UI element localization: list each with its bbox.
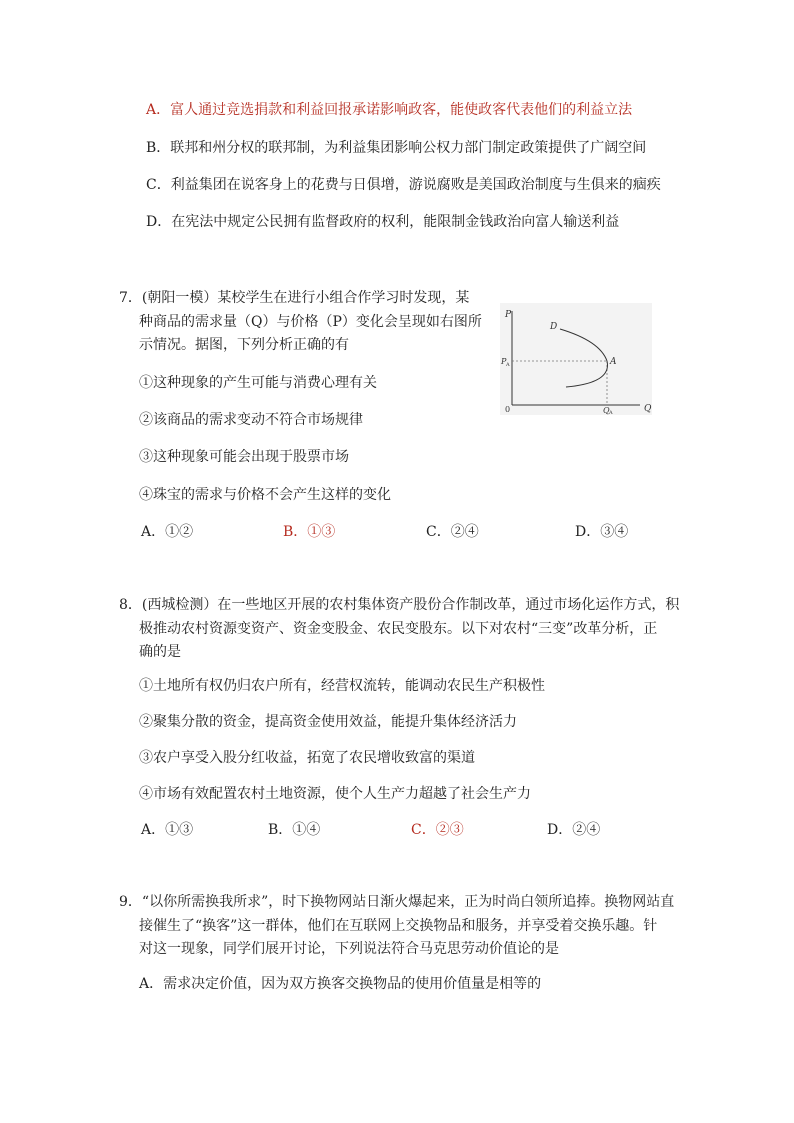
q7-statement-1: ①这种现象的产生可能与消费心理有关	[139, 375, 377, 391]
graph-background	[500, 303, 652, 415]
q7-statement-4: ④珠宝的需求与价格不会产生这样的变化	[139, 487, 391, 503]
q6-option-b: B．联邦和州分权的联邦制，为利益集团影响公权力部门制定政策提供了广阔空间	[146, 140, 647, 156]
q7-stem-line-2: 种商品的需求量（Q）与价格（P）变化会呈现如右图所	[139, 314, 482, 330]
quantity-tick-label: Q	[603, 406, 610, 415]
q6-option-c: C．利益集团在说客身上的花费与日俱增，游说腐败是美国政治制度与生俱来的痼疾	[146, 177, 661, 193]
quantity-tick-subscript: A	[609, 410, 613, 415]
q7-statement-2: ②该商品的需求变动不符合市场规律	[139, 412, 363, 428]
q7-statement-3: ③这种现象可能会出现于股票市场	[139, 449, 349, 465]
origin-label: 0	[505, 405, 511, 414]
q6-option-d: D．在宪法中规定公民拥有监督政府的权利，能限制金钱政治向富人输送利益	[146, 214, 620, 230]
q9-stem-line-3: 对这一现象，同学们展开讨论，下列说法符合马克思劳动价值论的是	[139, 941, 559, 957]
x-axis-label: Q	[644, 404, 652, 414]
q7-choice-a: A．①②	[141, 524, 194, 540]
q9-option-a: A．需求决定价值，因为双方换客交换物品的使用价值量是相等的	[139, 976, 542, 992]
q8-statement-2: ②聚集分散的资金，提高资金使用效益，能提升集体经济活力	[139, 714, 517, 730]
q8-statement-1: ①土地所有权仍归农户所有，经营权流转，能调动农民生产积极性	[139, 678, 545, 694]
q7-stem-line-1: 7．(朝阳一模）某校学生在进行小组合作学习时发现，某	[119, 290, 470, 306]
q7-choice-d: D．③④	[575, 524, 629, 540]
q7-choice-b: B．①③	[283, 524, 336, 540]
q9-stem-line-1: 9．“以你所需换我所求”，时下换物网站日渐火爆起来，正为时尚白领所追捧。换物网站直	[119, 894, 675, 910]
q7-stem-line-3: 示情况。据图，下列分析正确的有	[139, 337, 349, 353]
q8-stem-line-2: 极推动农村资源变资产、资金变股金、农民变股东。以下对农村“三变”改革分析，正	[139, 621, 658, 637]
q8-choice-c: C．②③	[411, 822, 464, 838]
q8-stem-line-3: 确的是	[139, 644, 181, 660]
q8-choice-d: D．②④	[547, 822, 601, 838]
q8-choice-a: A．①③	[141, 822, 194, 838]
q8-statement-4: ④市场有效配置农村土地资源，使个人生产力超越了社会生产力	[139, 786, 531, 802]
q8-statement-3: ③农户享受入股分红收益，拓宽了农民增收致富的渠道	[139, 750, 475, 766]
demand-price-graph	[500, 303, 652, 415]
q8-stem-line-1: 8．(西城检测）在一些地区开展的农村集体资产股份合作制改革，通过市场化运作方式，积	[119, 597, 680, 613]
q6-option-a: A．富人通过竞选捐款和利益回报承诺影响政客，能使政客代表他们的利益立法	[146, 102, 633, 118]
curve-label: D	[550, 322, 558, 332]
y-axis-label: P	[505, 310, 512, 320]
q8-choice-b: B．①④	[268, 822, 321, 838]
price-tick-label: P	[501, 357, 507, 366]
q9-stem-line-2: 接催生了“换客”这一群体，他们在互联网上交换物品和服务，并享受着交换乐趣。针	[139, 918, 658, 934]
price-tick-subscript: A	[506, 362, 510, 368]
point-label: A	[610, 357, 617, 367]
q7-choice-c: C．②④	[426, 524, 479, 540]
